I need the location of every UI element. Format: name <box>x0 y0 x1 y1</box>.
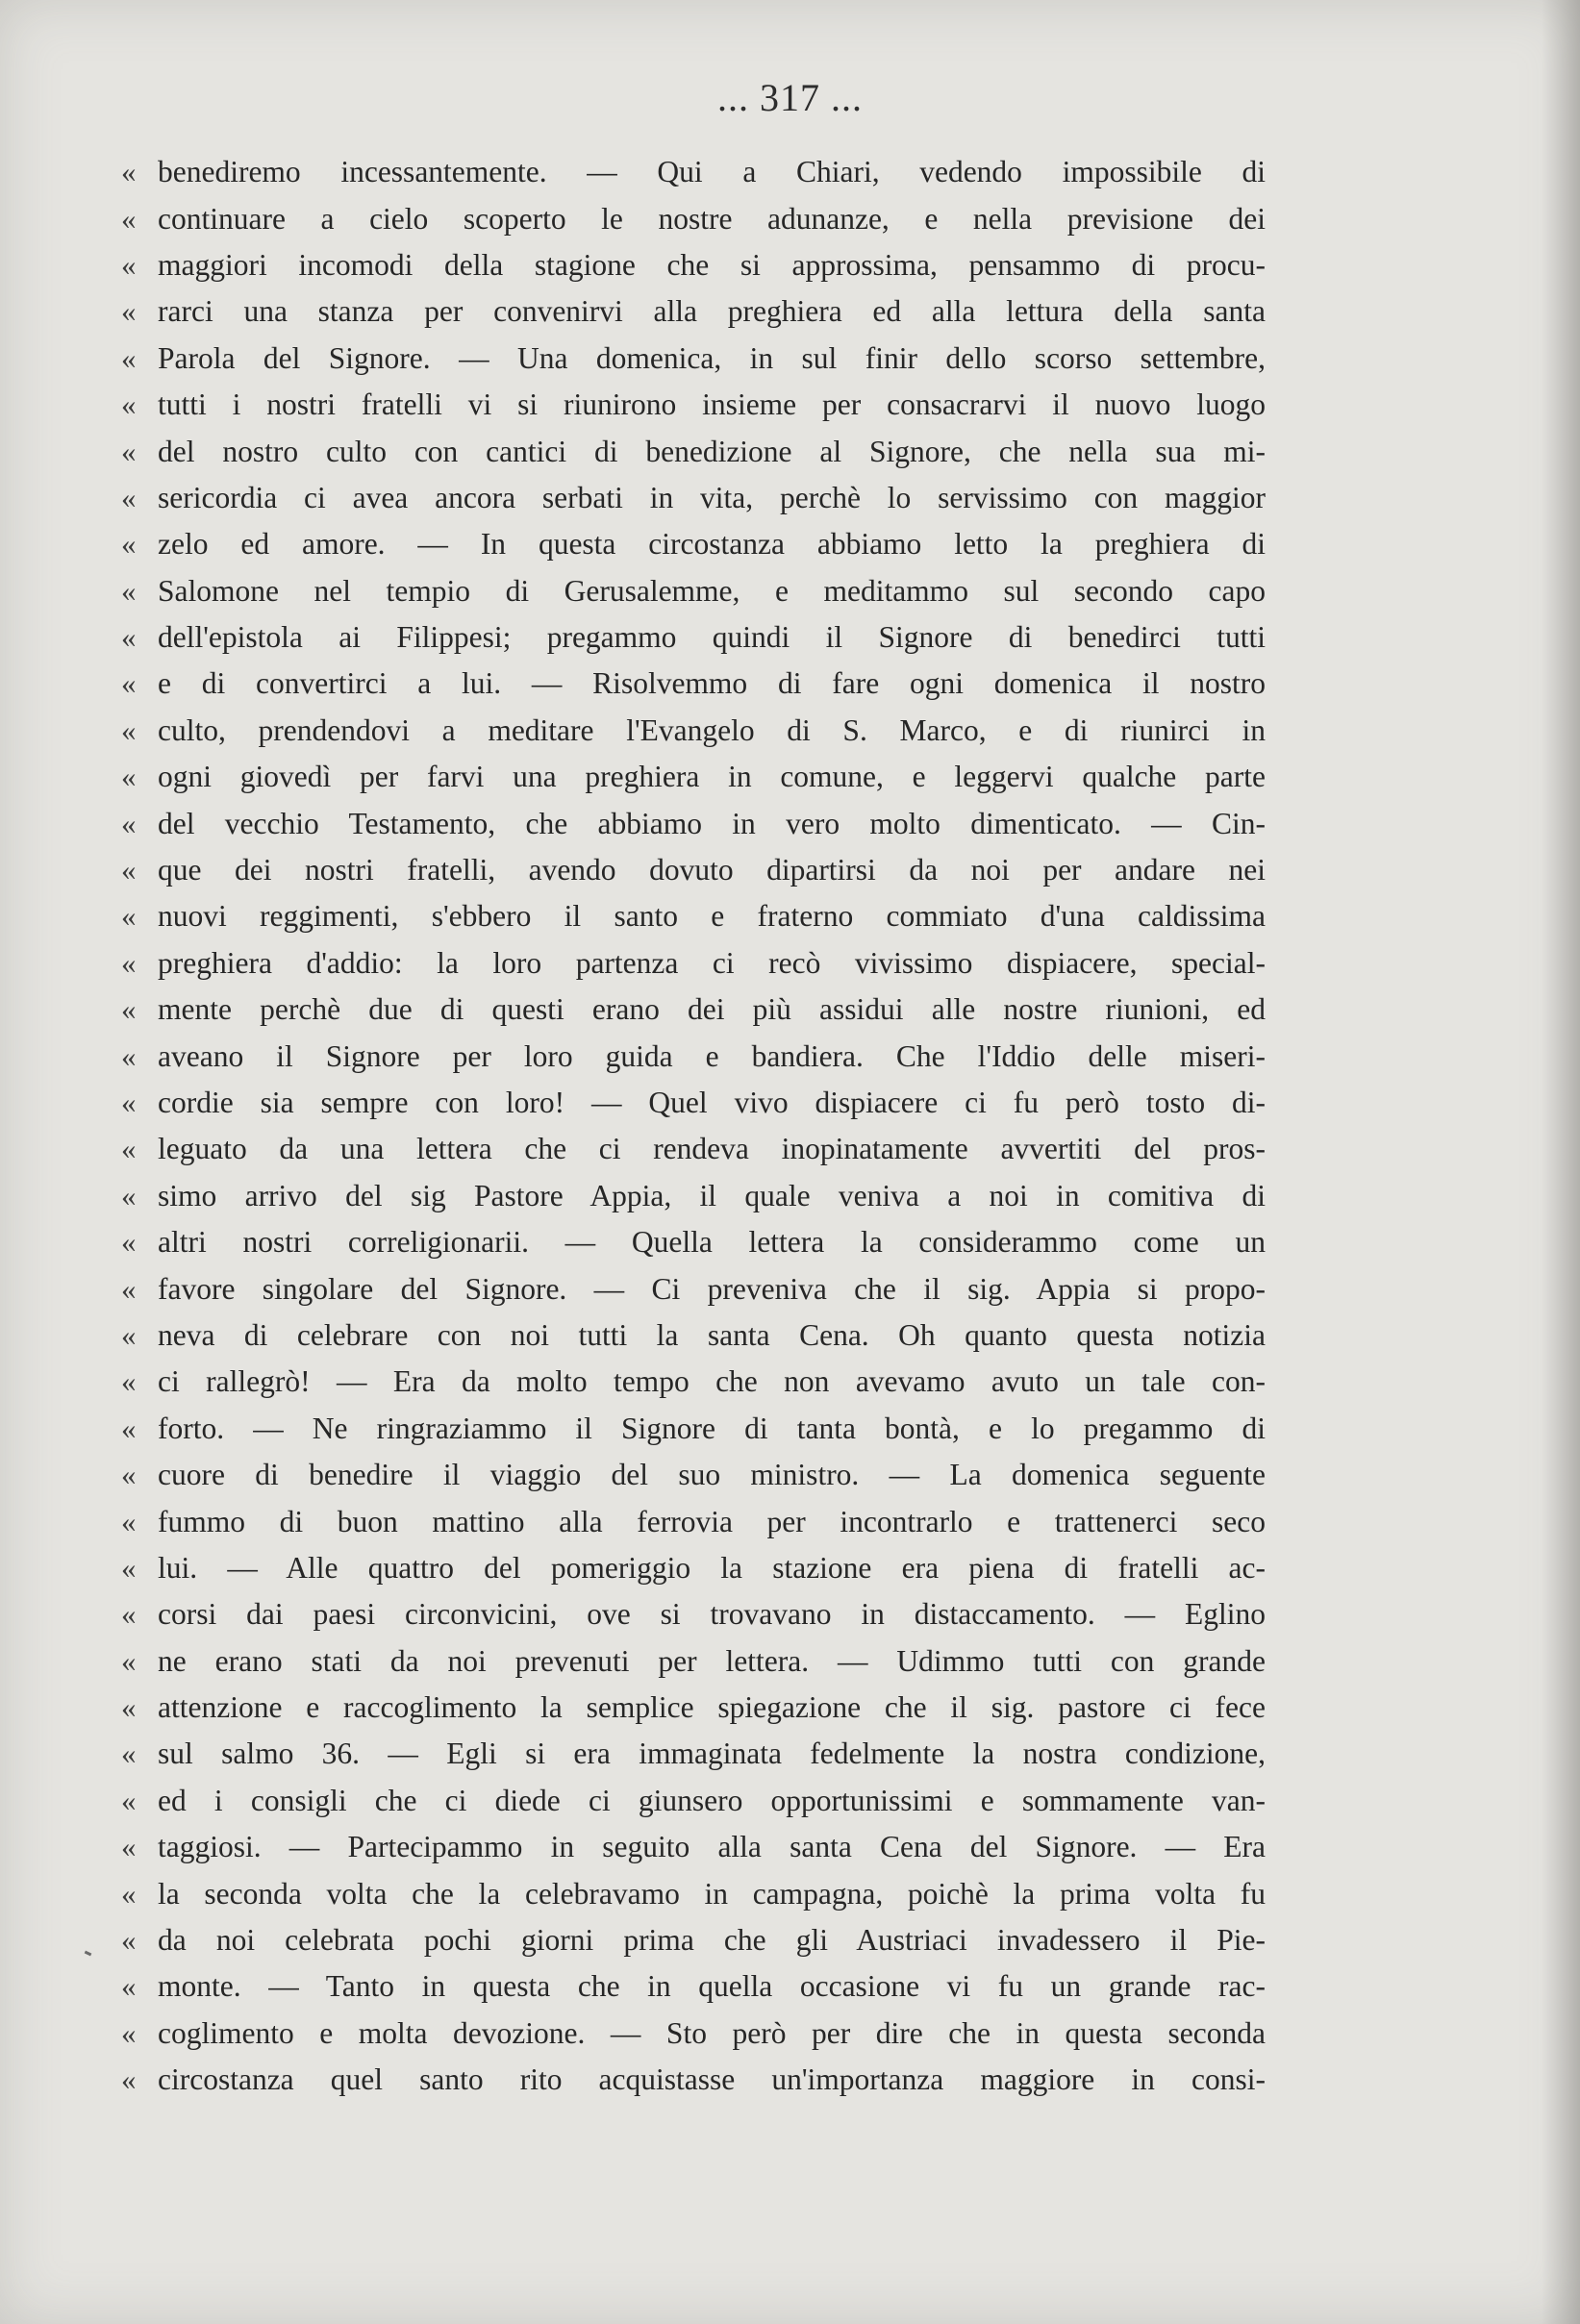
quote-mark: « <box>121 527 137 562</box>
text-line <box>121 1452 1266 1498</box>
text-line <box>121 1265 1266 1312</box>
line-text: ci rallegrò! — Era da molto tempo che non avevamo avuto un tale con- <box>158 1364 1266 1399</box>
quote-mark: « <box>121 1178 137 1212</box>
text-line <box>121 149 1266 195</box>
line-text: corsi dai paesi circonvicini, ove si trovavano in distaccamento. — Eglino <box>158 1597 1266 1632</box>
quote-mark: « <box>121 1876 137 1911</box>
quote-mark: « <box>121 666 137 701</box>
line-text: neva di celebrare con noi tutti la santa Cena. Oh quanto questa notizia <box>158 1317 1266 1352</box>
line-text: mente perchè due di questi erano dei più assidui alle nostre riunioni, ed <box>158 992 1266 1027</box>
quote-mark: « <box>121 712 137 747</box>
text-line <box>121 1173 1266 1219</box>
text-line <box>121 195 1266 241</box>
line-text: Salomone nel tempio di Gerusalemme, e meditammo sul secondo capo <box>158 573 1266 608</box>
text-line <box>121 1545 1266 1591</box>
quote-mark: « <box>121 1923 137 1958</box>
line-text: da noi celebrata pochi giorni prima che gli Austriaci invadessero il Pie- <box>158 1923 1266 1958</box>
line-text: ogni giovedì per farvi una preghiera in comune, e leggervi qualche parte <box>158 760 1266 794</box>
text-line <box>121 336 1266 382</box>
text-line <box>121 1406 1266 1452</box>
quote-mark: « <box>121 155 137 189</box>
text-line <box>121 1685 1266 1731</box>
text-line <box>121 661 1266 707</box>
text-line <box>121 800 1266 846</box>
line-text: la seconda volta che la celebravamo in campagna, poichè la prima volta fu <box>158 1876 1266 1911</box>
quote-mark: « <box>121 1411 137 1445</box>
text-line <box>121 242 1266 288</box>
text-line <box>121 1591 1266 1637</box>
text-line <box>121 428 1266 474</box>
line-text: taggiosi. — Partecipammo in seguito alla santa Cena del Signore. — Era <box>158 1830 1266 1864</box>
quote-mark: « <box>121 1643 137 1678</box>
text-line <box>121 288 1266 335</box>
text-line <box>121 893 1266 939</box>
quote-mark: « <box>121 387 137 422</box>
text-line <box>121 1312 1266 1359</box>
quote-mark: « <box>121 806 137 840</box>
line-text: sericordia ci avea ancora serbati in vita, perchè lo servissimo con maggior <box>158 480 1266 514</box>
text-line <box>121 521 1266 567</box>
line-text: fummo di buon mattino alla ferrovia per incontrarlo e trattenerci seco <box>158 1504 1266 1538</box>
text-line <box>121 568 1266 614</box>
text-line <box>121 475 1266 521</box>
quote-mark: « <box>121 1225 137 1260</box>
quote-mark: « <box>121 340 137 375</box>
quote-mark: « <box>121 2015 137 2050</box>
quote-mark: « <box>121 1783 137 1817</box>
quote-mark: « <box>121 899 137 934</box>
line-text: simo arrivo del sig Pastore Appia, il quale veniva a noi in comitiva di <box>158 1178 1266 1212</box>
line-text: lui. — Alle quattro del pomeriggio la stazione era piena di fratelli ac- <box>158 1550 1266 1585</box>
line-text: zelo ed amore. — In questa circostanza abbiamo letto la preghiera di <box>158 527 1266 562</box>
quote-mark: « <box>121 1038 137 1073</box>
text-line <box>121 1870 1266 1916</box>
quote-mark: « <box>121 1969 137 2004</box>
text-line <box>121 1638 1266 1685</box>
text-line <box>121 1033 1266 1079</box>
quote-mark: « <box>121 573 137 608</box>
line-text: forto. — Ne ringraziammo il Signore di tanta bontà, e lo pregammo di <box>158 1411 1266 1445</box>
quote-mark: « <box>121 201 137 236</box>
quote-mark: « <box>121 760 137 794</box>
text-line <box>121 2057 1266 2103</box>
text-line <box>121 987 1266 1033</box>
text-line <box>121 754 1266 800</box>
line-text: nuovi reggimenti, s'ebbero il santo e fraterno commiato d'una caldissima <box>158 899 1266 934</box>
quote-mark: « <box>121 434 137 468</box>
quote-mark: « <box>121 1737 137 1771</box>
quote-mark: « <box>121 1550 137 1585</box>
ink-speck <box>85 1951 92 1957</box>
line-text: cordie sia sempre con loro! — Quel vivo dispiacere ci fu però tosto di- <box>158 1086 1266 1119</box>
line-text: preghiera d'addio: la loro partenza ci recò vivissimo dispiacere, special- <box>158 945 1266 980</box>
text-line <box>121 382 1266 428</box>
line-text: e di convertirci a lui. — Risolvemmo di fare ogni domenica il nostro <box>158 666 1266 701</box>
quote-mark: « <box>121 1132 137 1166</box>
text-line <box>121 1219 1266 1265</box>
text-line <box>121 708 1266 754</box>
text-line <box>121 1498 1266 1544</box>
quote-mark: « <box>121 2062 137 2097</box>
quote-mark: « <box>121 1364 137 1399</box>
line-text: aveano il Signore per loro guida e bandiera. Che l'Iddio delle miseri- <box>158 1038 1266 1073</box>
line-text: coglimento e molta devozione. — Sto però per dire che in questa seconda <box>158 2015 1266 2050</box>
line-text: dell'epistola ai Filippesi; pregammo quindi il Signore di benedirci tutti <box>158 620 1266 655</box>
text-line <box>121 2011 1266 2057</box>
quote-mark: « <box>121 1830 137 1864</box>
quote-mark: « <box>121 1690 137 1725</box>
quote-mark: « <box>121 1597 137 1632</box>
page-edge-shadow <box>1542 0 1580 2324</box>
body-text <box>121 149 1266 2103</box>
line-text: maggiori incomodi della stagione che si approssima, pensammo di procu- <box>158 247 1266 282</box>
quote-mark: « <box>121 247 137 282</box>
text-line <box>121 1359 1266 1405</box>
quote-mark: « <box>121 294 137 329</box>
line-text: benediremo incessantemente. — Qui a Chiari, vedendo impossibile di <box>158 155 1266 189</box>
line-text: sul salmo 36. — Egli si era immaginata fedelmente la nostra condizione, <box>158 1737 1266 1771</box>
text-line <box>121 1080 1266 1126</box>
line-text: del vecchio Testamento, che abbiamo in vero molto dimenticato. — Cin- <box>158 806 1266 840</box>
page-number: ... 317 ... <box>717 76 863 119</box>
text-line <box>121 1126 1266 1172</box>
text-line <box>121 1778 1266 1824</box>
quote-mark: « <box>121 853 137 887</box>
text-line <box>121 940 1266 987</box>
line-text: monte. — Tanto in questa che in quella occasione vi fu un grande rac- <box>158 1969 1266 2004</box>
quote-mark: « <box>121 1317 137 1352</box>
quote-mark: « <box>121 1271 137 1306</box>
line-text: del nostro culto con cantici di benedizione al Signore, che nella sua mi- <box>158 434 1266 468</box>
line-text: circostanza quel santo rito acquistasse un'importanza maggiore in consi- <box>158 2062 1266 2097</box>
quote-mark: « <box>121 620 137 655</box>
line-text: rarci una stanza per convenirvi alla preghiera ed alla lettura della santa <box>158 294 1266 329</box>
line-text: continuare a cielo scoperto le nostre adunanze, e nella previsione dei <box>158 201 1266 236</box>
line-text: tutti i nostri fratelli vi si riunirono insieme per consacrarvi il nuovo luogo <box>158 387 1266 422</box>
line-text: cuore di benedire il viaggio del suo ministro. — La domenica seguente <box>158 1458 1266 1492</box>
quote-mark: « <box>121 992 137 1027</box>
line-text: altri nostri correligionarii. — Quella lettera la considerammo come un <box>158 1225 1266 1260</box>
quote-mark: « <box>121 1504 137 1538</box>
line-text: favore singolare del Signore. — Ci preveniva che il sig. Appia si propo- <box>158 1271 1266 1306</box>
line-text: que dei nostri fratelli, avendo dovuto dipartirsi da noi per andare nei <box>158 853 1266 887</box>
line-text: Parola del Signore. — Una domenica, in sul finir dello scorso settembre, <box>158 340 1266 375</box>
line-text: ed i consigli che ci diede ci giunsero opportunissimi e sommamente van- <box>158 1783 1266 1817</box>
line-text: culto, prendendovi a meditare l'Evangelo di S. Marco, e di riunirci in <box>158 712 1266 747</box>
quote-mark: « <box>121 480 137 514</box>
text-line <box>121 1731 1266 1777</box>
quote-mark: « <box>121 1086 137 1119</box>
line-text: ne erano stati da noi prevenuti per lettera. — Udimmo tutti con grande <box>158 1643 1266 1678</box>
text-line <box>121 1917 1266 1963</box>
line-text: leguato da una lettera che ci rendeva inopinatamente avvertiti del pros- <box>158 1132 1266 1166</box>
text-line <box>121 614 1266 661</box>
text-line <box>121 1824 1266 1870</box>
quote-mark: « <box>121 945 137 980</box>
line-text: attenzione e raccoglimento la semplice spiegazione che il sig. pastore ci fece <box>158 1690 1266 1725</box>
quote-mark: « <box>121 1458 137 1492</box>
text-line <box>121 847 1266 893</box>
text-line <box>121 1963 1266 2010</box>
